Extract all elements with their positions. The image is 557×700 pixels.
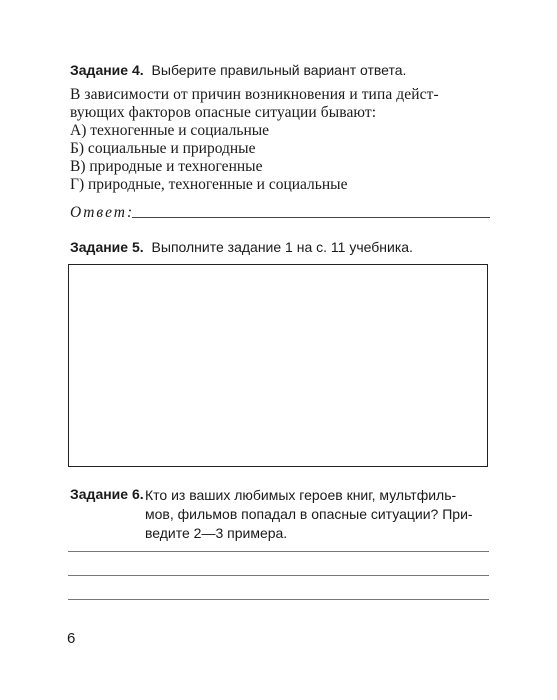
answer-writing-line[interactable] xyxy=(68,551,489,552)
task4-question xyxy=(70,86,490,122)
task6-line3: ведите 2—3 примера. xyxy=(145,525,288,541)
task4-answer-field[interactable] xyxy=(70,204,490,224)
task5-label: Задание 5. xyxy=(70,239,144,255)
task6-heading xyxy=(70,486,144,502)
answer-line[interactable] xyxy=(132,217,490,218)
task6-line2: мов, фильмов попадал в опасные ситуации? При- xyxy=(145,506,473,522)
task5-drawing-box[interactable] xyxy=(68,264,488,467)
answer-writing-line[interactable] xyxy=(68,599,489,600)
task6-line1: Кто из ваших любимых героев книг, мультфиль- xyxy=(145,487,457,503)
task6-label: Задание 6. xyxy=(70,486,144,502)
task4-label: Задание 4. xyxy=(70,62,144,78)
task4-option-b[interactable]: Б) социальные и природные xyxy=(70,140,256,157)
task4-option-a[interactable]: А) техногенные и социальные xyxy=(70,122,270,139)
task4-question-line2: вующих факторов опасные ситуации бывают: xyxy=(70,104,377,121)
task5-instruction: Выполните задание 1 на с. 11 учебника. xyxy=(151,239,413,255)
task6-text xyxy=(145,486,495,543)
task4-instruction: Выберите правильный вариант ответа. xyxy=(151,62,407,78)
page-number: 6 xyxy=(67,630,76,647)
task4-option-c[interactable]: В) природные и техногенные xyxy=(70,158,263,175)
task4-heading xyxy=(70,62,406,78)
answer-label: Ответ: xyxy=(70,204,135,221)
task5-heading xyxy=(70,239,413,255)
task4-question-line1: В зависимости от причин возникновения и типа дейст- xyxy=(70,86,439,103)
answer-writing-line[interactable] xyxy=(68,575,489,576)
task4-option-d[interactable]: Г) природные, техногенные и социальные xyxy=(70,176,348,193)
